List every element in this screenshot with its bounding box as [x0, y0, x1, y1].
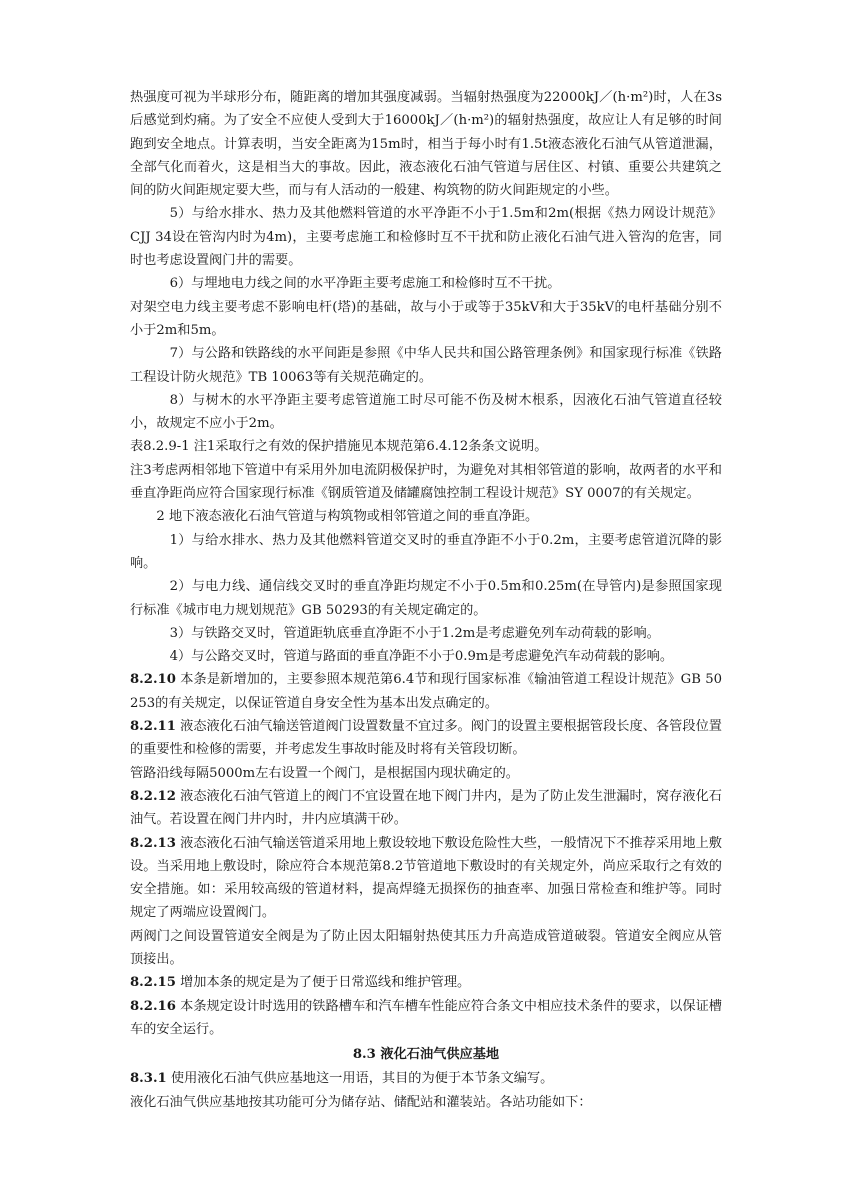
clause-text: 本条规定设计时选用的铁路槽车和汽车槽车性能应符合条文中相应技术条件的要求，以保证槽车的安全运行。: [130, 998, 722, 1037]
paragraph-vertical-item-2: 2）与电力线、通信线交叉时的垂直净距均规定不小于0.5m和0.25m(在导管内)是参照国家现行标准《城市电力规划规范》GB 50293的有关规定确定的。: [130, 579, 722, 618]
clause-number: 8.2.16: [130, 998, 176, 1014]
paragraph-item-6: 6）与埋地电力线之间的水平净距主要考虑施工和检修时互不干扰。: [169, 276, 561, 292]
clause-text: 液态液化石油气输送管道采用地上敷设较地下敷设危险性大些，一般情况下不推荐采用地上敷设。当采用地上敷设时，除应符合本规范第8.2节管道地下敷设时的有关规定外，尚应采取行之有效的安全措施。如：采用较高级的管道材料，提高焊缝无损探伤的抽查率、加强日常检查和维护等。同时规定了两端应设置阀门。: [130, 835, 722, 921]
clause-text: 使用液化石油气供应基地这一用语，其目的为便于本节条文编写。: [170, 1071, 554, 1087]
clause-8-3-1: [130, 1067, 722, 1090]
clause-text: 液态液化石油气管道上的阀门不宜设置在地下阀门井内，是为了防止发生泄漏时，窝存液化石油气。若设置在阀门井内时，井内应填满干砂。: [130, 788, 722, 828]
paragraph-valve-spacing: 管路沿线每隔5000m左右设置一个阀门，是根据国内现状确定的。: [130, 765, 519, 781]
clause-number: 8.2.11: [130, 719, 176, 735]
paragraph-overhead-power: 对架空电力线主要考虑不影响电杆(塔)的基础，故与小于或等于35kV和大于35kV的电杆基础分别不小于2m和5m。: [130, 299, 722, 338]
paragraph-radiant-heat: 热强度可视为半球形分布，随距离的增加其强度减弱。当辐射热强度为22000kJ／(h·m²)时，人在3s后感觉到灼痛。为了安全不应使人受到大于16000kJ／(h·m²)的辐射热强度，故应让人有足够的时间跑到安全地点。计算表明，当安全距离为15m时，相当于每小时有1.5t液态液化石油气从管道泄漏，全部气化而着火，这是相当大的事故。因此，液态液化石油气管道与居住区、村镇、重要公共建筑之间的防火间距规定要大些，而与有人活动的一般建、构筑物的防火间距规定的小些。: [130, 90, 722, 199]
paragraph-vertical-clearance: 2 地下液态液化石油气管道与构筑物或相邻管道之间的垂直净距。: [156, 509, 539, 525]
paragraph-vertical-item-3: 3）与铁路交叉时，管道距轨底垂直净距不小于1.2m是考虑避免列车动荷载的影响。: [169, 625, 660, 641]
clause-number: 8.2.12: [130, 788, 176, 804]
clause-number: 8.2.10: [130, 672, 176, 688]
paragraph-table-note-3: 注3考虑两相邻地下管道中有采用外加电流阴极保护时，为避免对其相邻管道的影响，故两者的水平和垂直净距尚应符合国家现行标准《钢质管道及储罐腐蚀控制工程设计规范》SY 0007的有关规定。: [130, 462, 722, 502]
paragraph-table-note-1: 表8.2.9-1 注1采取行之有效的保护措施见本规范第6.4.12条条文说明。: [130, 439, 548, 455]
clause-8-2-10: [130, 668, 722, 715]
paragraph-item-8: 8）与树木的水平净距主要考虑管道施工时尽可能不伤及树木根系，因液化石油气管道直径较小，故规定不应小于2m。: [130, 392, 722, 432]
document-body: [130, 86, 722, 1114]
clause-8-2-15: [130, 971, 722, 994]
clause-number: 8.2.15: [130, 975, 176, 991]
paragraph-base-functions: 液化石油气供应基地按其功能可分为储存站、储配站和灌装站。各站功能如下：: [130, 1094, 592, 1110]
paragraph-item-5: 5）与给水排水、热力及其他燃料管道的水平净距不小于1.5m和2m(根据《热力网设计规范》CJJ 34设在管沟内时为4m)，主要考虑施工和检修时互不干扰和防止液化石油气进入管沟的危害，同时也考虑设置阀门井的需要。: [130, 206, 722, 269]
paragraph-item-7: 7）与公路和铁路线的水平间距是参照《中华人民共和国公路管理条例》和国家现行标准《铁路工程设计防火规范》TB 10063等有关规范确定的。: [130, 346, 722, 385]
clause-text: 本条是新增加的，主要参照本规范第6.4节和现行国家标准《输油管道工程设计规范》GB 50253的有关规定，以保证管道自身安全性为基本出发点确定的。: [130, 672, 722, 711]
clause-text: 增加本条的规定是为了便于日常巡线和维护管理。: [180, 975, 471, 991]
clause-8-2-12: [130, 785, 722, 832]
section-heading: 8.3 液化石油气供应基地: [352, 1047, 500, 1063]
clause-8-2-11: [130, 715, 722, 762]
clause-8-2-16: [130, 995, 722, 1042]
paragraph-safety-valve: 两阀门之间设置管道安全阀是为了防止因太阳辐射热使其压力升高造成管道破裂。管道安全阀应从管顶接出。: [130, 928, 722, 967]
clause-number: 8.2.13: [130, 835, 176, 851]
clause-number: 8.3.1: [130, 1071, 167, 1087]
clause-8-2-13: [130, 832, 722, 925]
paragraph-vertical-item-1: 1）与给水排水、热力及其他燃料管道交叉时的垂直净距不小于0.2m，主要考虑管道沉降的影响。: [130, 532, 722, 571]
paragraph-vertical-item-4: 4）与公路交叉时，管道与路面的垂直净距不小于0.9m是考虑避免汽车动荷载的影响。: [169, 649, 674, 665]
clause-text: 液态液化石油气输送管道阀门设置数量不宜过多。阀门的设置主要根据管段长度、各管段位置的重要性和检修的需要，并考虑发生事故时能及时将有关管段切断。: [130, 719, 722, 758]
